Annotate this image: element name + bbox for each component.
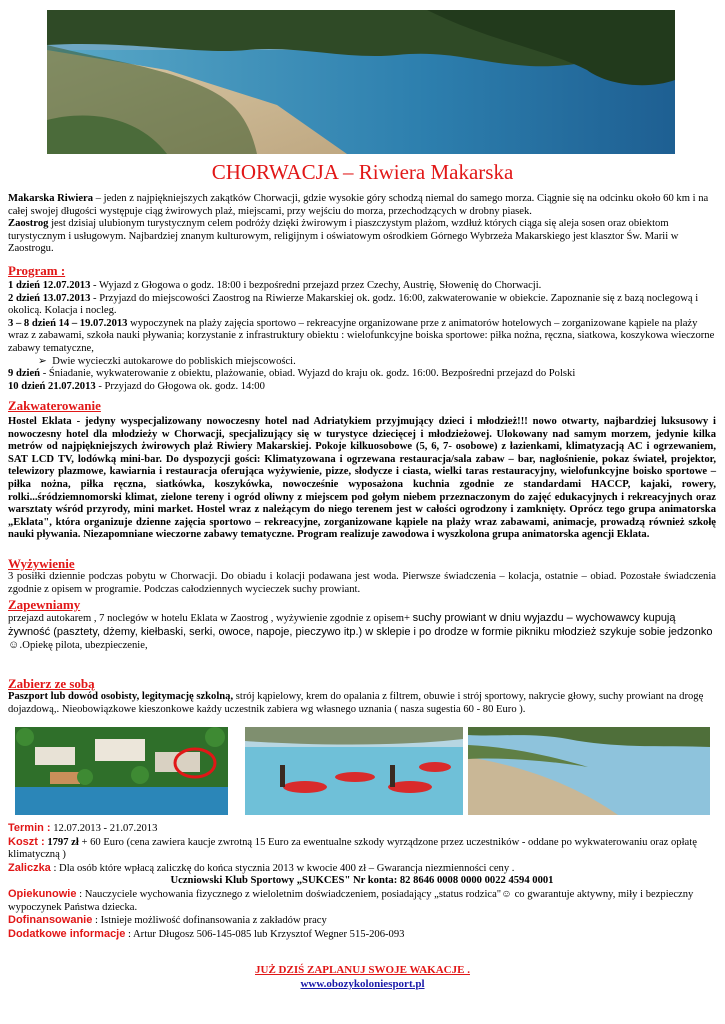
intro-section <box>8 193 716 256</box>
program-day-text: - Przyjazd do Głogowa ok. godz. 14:00 <box>95 380 265 392</box>
koszt-label: Koszt : <box>8 835 45 848</box>
opiekunowie-label: Opiekunowie <box>8 887 77 900</box>
program-day <box>8 293 716 318</box>
bring-section <box>8 676 716 716</box>
koszt-price: 1797 zł <box>44 836 79 848</box>
opiekunowie-line <box>8 888 716 914</box>
program-day-text: - Wyjazd z Głogowa o godz. 18:00 i bezpośredni przejazd przez Czechy, Austrię, Słowenię do Chorwacji. <box>90 280 542 291</box>
program-day <box>8 280 716 293</box>
zaliczka-text: : Dla osób które wpłacą zaliczkę do końca stycznia 2013 w kwocie 400 zł – Gwarancja niezmienności ceny . <box>50 862 515 874</box>
program-section <box>8 263 716 393</box>
program-day-date: 10 dzień 21.07.2013 <box>8 380 96 392</box>
page-title: CHORWACJA – Riwiera Makarska <box>211 160 514 184</box>
bring-text <box>8 691 716 716</box>
termin-value: 12.07.2013 - 21.07.2013 <box>50 823 158 834</box>
koszt-text: + 60 Euro (cena zawiera kaucje zwrotną 15 Euro za ewentualne szkody wyrządzone przez uczestników - oddane po wykwaterowaniu oraz opłatę klimatyczną ) <box>8 836 697 861</box>
program-day-text: wypoczynek na plaży zajęcia sportowo – rekreacyjne organizowane prze z animatorów hotelowych – zorganizowane kąpiele na plaży wraz z zabawami, szkoła nauki pływania; korzystanie z infrastruktury obiektu : wielofunkcyjne boiska sportowe: piłka nożna, ręczna, siatkowa, koszykowa wieczorne zabawy tematyczne, <box>8 317 715 354</box>
koszt-line <box>8 836 716 862</box>
intro-makarska <box>8 193 716 218</box>
makarska-text: – jeden z najpiękniejszych zakątków Chorwacji, gdzie wysokie góry schodzą niemal do samego morza. Ciągnie się na odcinku około 60 km i na całej swojej długości występuje ciąg żwirowych plaż, miejscami, przy wejściu do morza, przechodzących w drobny piasek. <box>8 193 709 217</box>
dofinansowanie-label: Dofinansowanie <box>8 914 93 927</box>
program-day-text: - Śniadanie, wykwaterowanie z obiektu, plażowanie, obiad. Wyjazd do kraju ok. godz. 16:00. Bezpośredni przejazd do Polski <box>40 368 576 380</box>
dofinansowanie-line <box>8 914 716 928</box>
bring-heading: Zabierz ze sobą <box>8 676 95 691</box>
provide-section <box>8 597 716 653</box>
food-section <box>8 556 716 596</box>
termin-line <box>8 822 716 836</box>
dodatkowe-line <box>8 928 716 942</box>
provide-text-food: suchy prowiant w dniu wyjazdu – wychowawcy kupują żywność (pasztety, dżemy, kiełbaski, serki, owoce, napoje, pieczywo itp.) w sklepie i po drodze w formie pikniku młodzież szykuje sobie jedzonko ☺. <box>8 612 713 652</box>
program-day <box>8 318 716 356</box>
bank-account: Uczniowski Klub Sportowy „SUKCES" Nr konta: 82 8646 0008 0000 0022 4594 0001 <box>170 875 554 887</box>
food-text: 3 posiłki dziennie podczas pobytu w Chorwacji. Do obiadu i kolacji podawana jest woda. Pierwsze świadczenia – kolacja, ostatnie – obiad. Pozostałe świadczenia zgodnie z opisem w programie. Podczas całodziennych wycieczek suchy prowiant. <box>8 571 716 595</box>
kayaking-photo <box>245 727 463 815</box>
program-day-date: 3 – 8 dzień 14 – 19.07.2013 <box>8 317 128 329</box>
provide-text <box>8 612 716 653</box>
provide-text-main: przejazd autokarem , 7 noclegów w hotelu Eklata w Zaostrog , wyżywienie zgodnie z opisem+ <box>8 613 413 624</box>
website-link[interactable]: www.obozykoloniesport.pl <box>300 978 425 990</box>
zaliczka-label: Zaliczka <box>8 861 51 874</box>
program-bullet-text: Dwie wycieczki autokarowe do pobliskich miejscowości. <box>52 355 296 367</box>
accommodation-section <box>8 398 716 542</box>
arrow-bullet-icon: ➢ <box>38 355 47 367</box>
bring-text-rest: strój kąpielowy, krem do opalania z filtrem, obuwie i strój sportowy, nakrycie głowy, suchy prowiant na drogę dojazdową,. Nieobowiązkowe kieszonkowe każdy uczestnik zabiera wg własnego uznania ( nasza sugestia 60 - 80 Euro ). <box>8 691 704 715</box>
footer-slogan: JUŻ DZIŚ ZAPLANUJ SWOJE WAKACJE . <box>255 964 470 976</box>
intro-zaostrog <box>8 218 716 256</box>
termin-label: Termin : <box>8 822 51 834</box>
makarska-name: Makarska Riwiera <box>8 193 94 204</box>
program-day-date: 1 dzień 12.07.2013 <box>8 280 91 291</box>
hotel-aerial-photo <box>15 727 228 815</box>
beach-photo <box>468 727 710 815</box>
hero-beach-photo <box>47 10 675 154</box>
program-heading: Program : <box>8 263 66 278</box>
details-section <box>8 822 716 941</box>
program-day-date: 9 dzień <box>8 368 41 380</box>
dofinansowanie-text: : Istnieje możliwość dofinansowania z zakładów pracy <box>92 915 327 927</box>
bring-text-bold: Paszport lub dowód osobisty, legitymację szkolną, <box>8 691 234 702</box>
provide-text-end: Opiekę pilota, ubezpieczenie, <box>22 640 148 652</box>
zaostrog-name: Zaostrog <box>8 218 49 230</box>
accommodation-text: Hostel Eklata - jedyny wyspecjalizowany nowoczesny hotel nad Adriatykiem przyjmujący dzieci i młodzież!!! nowo otwarty, najbardziej luksusowy i nowoczesny hotel dla młodzieży w Chorwacji, specjalizujący się w turystyce dziecięcej i młodzieżowej. Ulokowany nad samym morzem, jedynie kilka metrów od najpiękniejszych żwirowych plaż Riwiery Makarskiej. Pokoje kilkuosobowe (5, 6, 7- osobowe) z łazienkami, klimatyzacją AC i ogrzewaniem, SAT LCD TV, lodówką mini-bar. Do dyspozycji gości: Klimatyzowana i ogrzewana restauracja/sala zabaw – bar, nagłośnienie, pokaz świateł, projektor, telewizory plazmowe, kawiarnia i restauracja oferująca wyżywienie, pizze, słodycze i ciasta, wielki taras restauracyjny, wielofunkcyjne boisko sportowe – piłka nożna, piłka ręczna, siatkówka, koszykówka, nowocześnie wyposażona kuchnia zgodnie ze standardami HACCP, kajaki, rowery, rolki...śródziemnomorski klimat, zielone tereny i ogród oliwny z miejscem pod gołym niebem przeznaczonym do zajęć edukacyjnych i rekreacyjnych oraz warsztaty wśród przyrody, mini market. Hostel wraz z należącym do niego terenem jest w całości ogrodzony i zamknięty. Oprócz tego grupa animatorska „Eklata", która organizuje dzienne zajęcia sportowo – rekreacyjne, zorganizowane kąpiele na plaży wraz zabawami, animacje, prowadzą również szkołę nauki pływania. Niezapomniane wieczorne zabawy tematyczne. Program realizuje zawodowa i wyszkolona grupa animatorska agencji Eklata. <box>8 416 716 541</box>
provide-heading: Zapewniamy <box>8 597 81 612</box>
dodatkowe-text: : Artur Długosz 506-145-085 lub Krzysztof Wegner 515-206-093 <box>125 928 405 940</box>
program-day-text: - Przyjazd do miejscowości Zaostrog na Riwierze Makarskiej ok. godz. 16:00, zakwaterowanie w obiekcie. Zapoznanie się z bazą noclegową i okolicą. Kolacja i nocleg. <box>8 292 699 317</box>
program-day-date: 2 dzień 13.07.2013 <box>8 292 91 304</box>
food-heading: Wyżywienie <box>8 556 75 571</box>
program-bullet <box>8 356 716 369</box>
program-day <box>8 381 716 394</box>
zaliczka-line <box>8 862 716 876</box>
dodatkowe-label: Dodatkowe informacje <box>8 927 126 940</box>
program-day <box>8 368 716 381</box>
accommodation-heading: Zakwaterowanie <box>8 398 101 413</box>
opiekunowie-text: : Nauczyciele wychowania fizycznego z wieloletnim doświadczeniem, posiadający „status rodzica"☺ co gwarantuje aktywny, miły i bezpieczny wypoczynek Państwa dziecka. <box>8 888 694 913</box>
zaostrog-text: jest dzisiaj ulubionym turystycznym celem podróży dzięki żwirowym i piaszczystym plażom, wzdłuż których ciąga się aleja sosen oraz obiektom turystycznym i usługowym. Najbardziej znanym kulturowym, religijnym i oświatowym ośrodkiem Górnego Wybrzeża Makarskiego jest klasztor Św. Marii w Zaostrogu. <box>8 218 679 255</box>
